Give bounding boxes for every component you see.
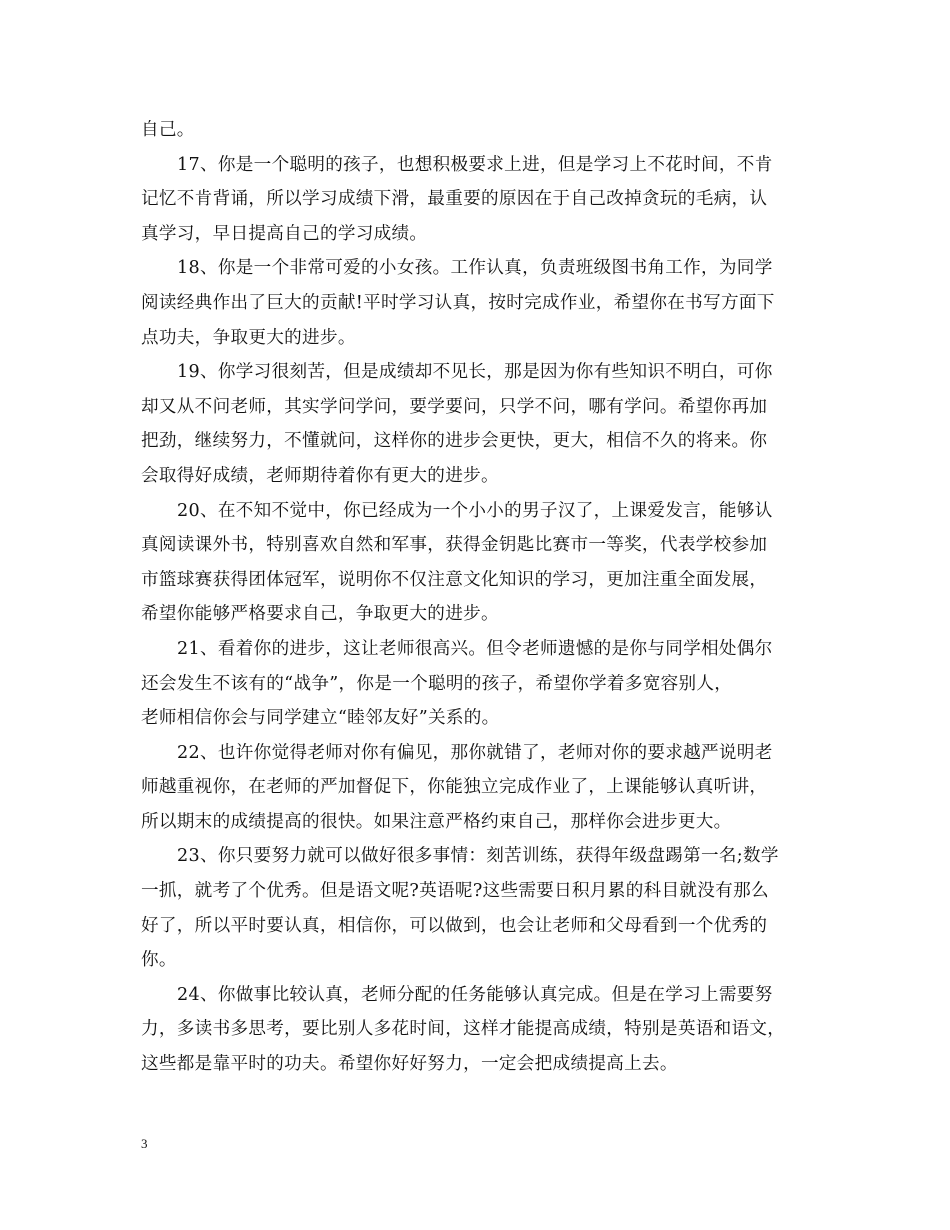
paragraph-line: 还会发生不该有的“战争”，你是一个聪明的孩子，希望你学着多宽容别人， [141,673,733,694]
paragraph-first-line: 20、在不知不觉中，你已经成为一个小小的男子汉了，上课爱发言，能够认 [177,500,773,521]
paragraph-first-line: 23、你只要努力就可以做好很多事情：刻苦训练，获得年级盘踢第一名;数学 [177,846,779,867]
paragraph-first-line: 22、也许你觉得老师对你有偏见，那你就错了，老师对你的要求越严说明老 [177,742,773,763]
document-body [141,113,809,1082]
paragraph-line: 点功夫，争取更大的进步。 [141,327,356,348]
paragraph-line: 老师相信你会与同学建立“睦邻友好”关系的。 [141,708,500,729]
paragraph-line: 却又从不问老师，其实学问学问，要学要问，只学不问，哪有学问。希望你再加 [141,396,768,417]
paragraph-first-line: 24、你做事比较认真，老师分配的任务能够认真完成。但是在学习上需要努 [177,984,773,1005]
paragraph-line: 一抓，就考了个优秀。但是语文呢?英语呢?这些需要日积月累的科目就没有那么 [141,881,769,902]
paragraph-line: 会取得好成绩，老师期待着你有更大的进步。 [141,465,499,486]
paragraph-line: 所以期末的成绩提高的很快。如果注意严格约束自己，那样你会进步更大。 [141,811,732,832]
paragraph-line: 这些都是靠平时的功夫。希望你好好努力，一定会把成绩提高上去。 [141,1054,678,1075]
paragraph-line: 师越重视你，在老师的严加督促下，你能独立完成作业了，上课能够认真听讲， [141,777,768,798]
paragraph-line: 市篮球赛获得团体冠军，说明你不仅注意文化知识的学习，更加注重全面发展， [141,569,768,590]
paragraph-line: 好了，所以平时要认真，相信你，可以做到，也会让老师和父母看到一个优秀的 [141,915,768,936]
paragraph-line: 希望你能够严格要求自己，争取更大的进步。 [141,604,499,625]
paragraph-first-line: 19、你学习很刻苦，但是成绩却不见长，那是因为你有些知识不明白，可你 [177,362,773,383]
paragraph-line: 真阅读课外书，特别喜欢自然和军事，获得金钥匙比赛市一等奖，代表学校参加 [141,535,768,556]
paragraph-first-line: 17、你是一个聪明的孩子，也想积极要求上进，但是学习上不花时间，不肯 [177,154,773,175]
paragraph-line: 把劲，继续努力，不懂就问，这样你的进步会更快，更大，相信不久的将来。你 [141,431,768,452]
paragraph-line: 自己。 [141,120,195,140]
paragraph-line: 真学习，早日提高自己的学习成绩。 [141,223,428,244]
page-number: 3 [141,1136,148,1151]
paragraph-line: 记忆不肯背诵，所以学习成绩下滑，最重要的原因在于自己改掉贪玩的毛病，认 [141,189,768,210]
paragraph-line: 你。 [141,950,177,971]
paragraph-first-line: 18、你是一个非常可爱的小女孩。工作认真，负责班级图书角工作，为同学 [177,258,773,279]
paragraph-line: 阅读经典作出了巨大的贡献!平时学习认真，按时完成作业，希望你在书写方面下 [141,292,775,313]
paragraph-first-line: 21、看着你的进步，这让老师很高兴。但令老师遗憾的是你与同学相处偶尔 [177,638,773,659]
paragraph-line: 力，多读书多思考，要比别人多花时间，这样才能提高成绩，特别是英语和语文， [141,1019,786,1040]
